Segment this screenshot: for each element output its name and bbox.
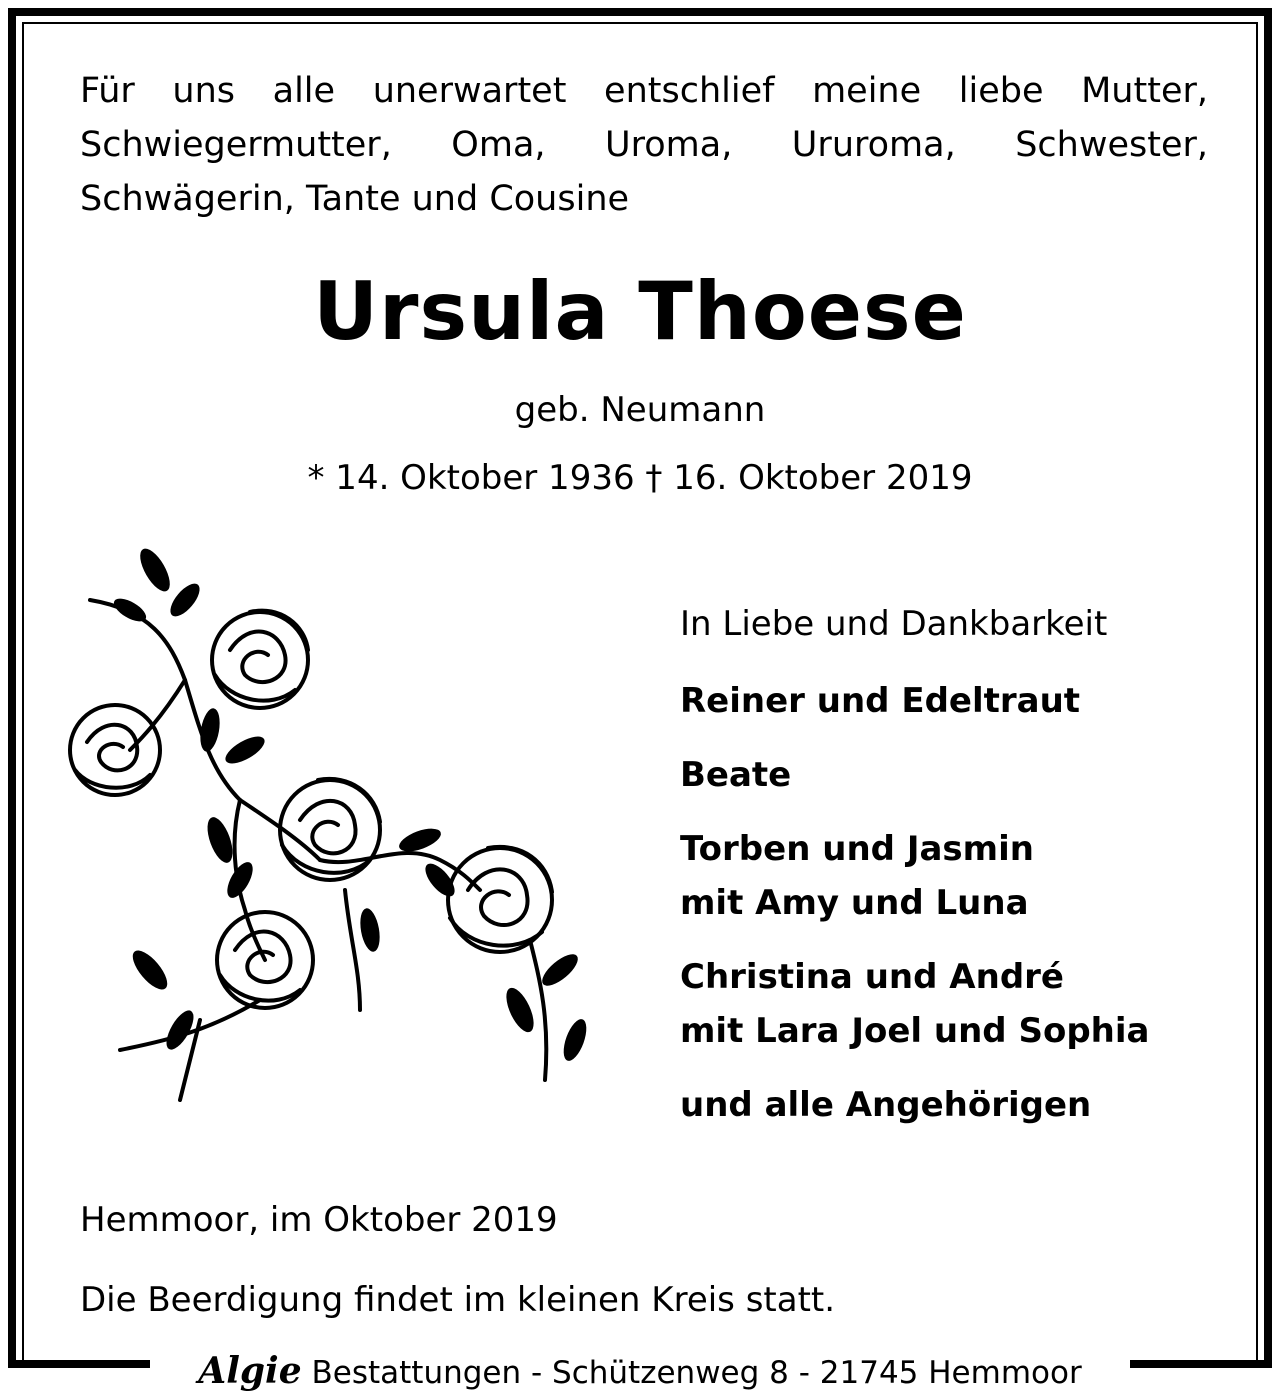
dedication: In Liebe und Dankbarkeit — [680, 604, 1108, 644]
mourner-1: Reiner und Edeltraut — [680, 681, 1081, 721]
funeral-home-logo: Algie — [198, 1350, 302, 1392]
funeral-note: Die Beerdigung findet im kleinen Kreis statt. — [80, 1280, 836, 1320]
mourner-3: Torben und Jasmin mit Amy und Luna — [680, 829, 1034, 923]
intro-line: Schwiegermutter, Oma, Uroma, Ururoma, Schwester, — [80, 125, 1208, 165]
mourners-block — [680, 604, 1240, 1152]
funeral-home-address: Bestattungen - Schützenweg 8 - 21745 Hemmoor — [301, 1355, 1082, 1391]
intro-text — [80, 64, 1208, 226]
maiden-name: geb. Neumann — [514, 390, 766, 430]
place-date: Hemmoor, im Oktober 2019 — [80, 1200, 558, 1240]
deceased-name: Ursula Thoese — [313, 265, 967, 358]
funeral-home-footer — [0, 1350, 1280, 1392]
mourner-5: und alle Angehörigen — [680, 1085, 1092, 1125]
roses-icon — [60, 540, 620, 1120]
intro-line: Schwägerin, Tante und Cousine — [80, 179, 630, 219]
mourner-4: Christina und André mit Lara Joel und Sophia — [680, 957, 1150, 1051]
life-dates: * 14. Oktober 1936 † 16. Oktober 2019 — [307, 458, 973, 498]
mourner-2: Beate — [680, 755, 792, 795]
intro-line: Für uns alle unerwartet entschlief meine liebe Mutter, — [80, 71, 1208, 111]
